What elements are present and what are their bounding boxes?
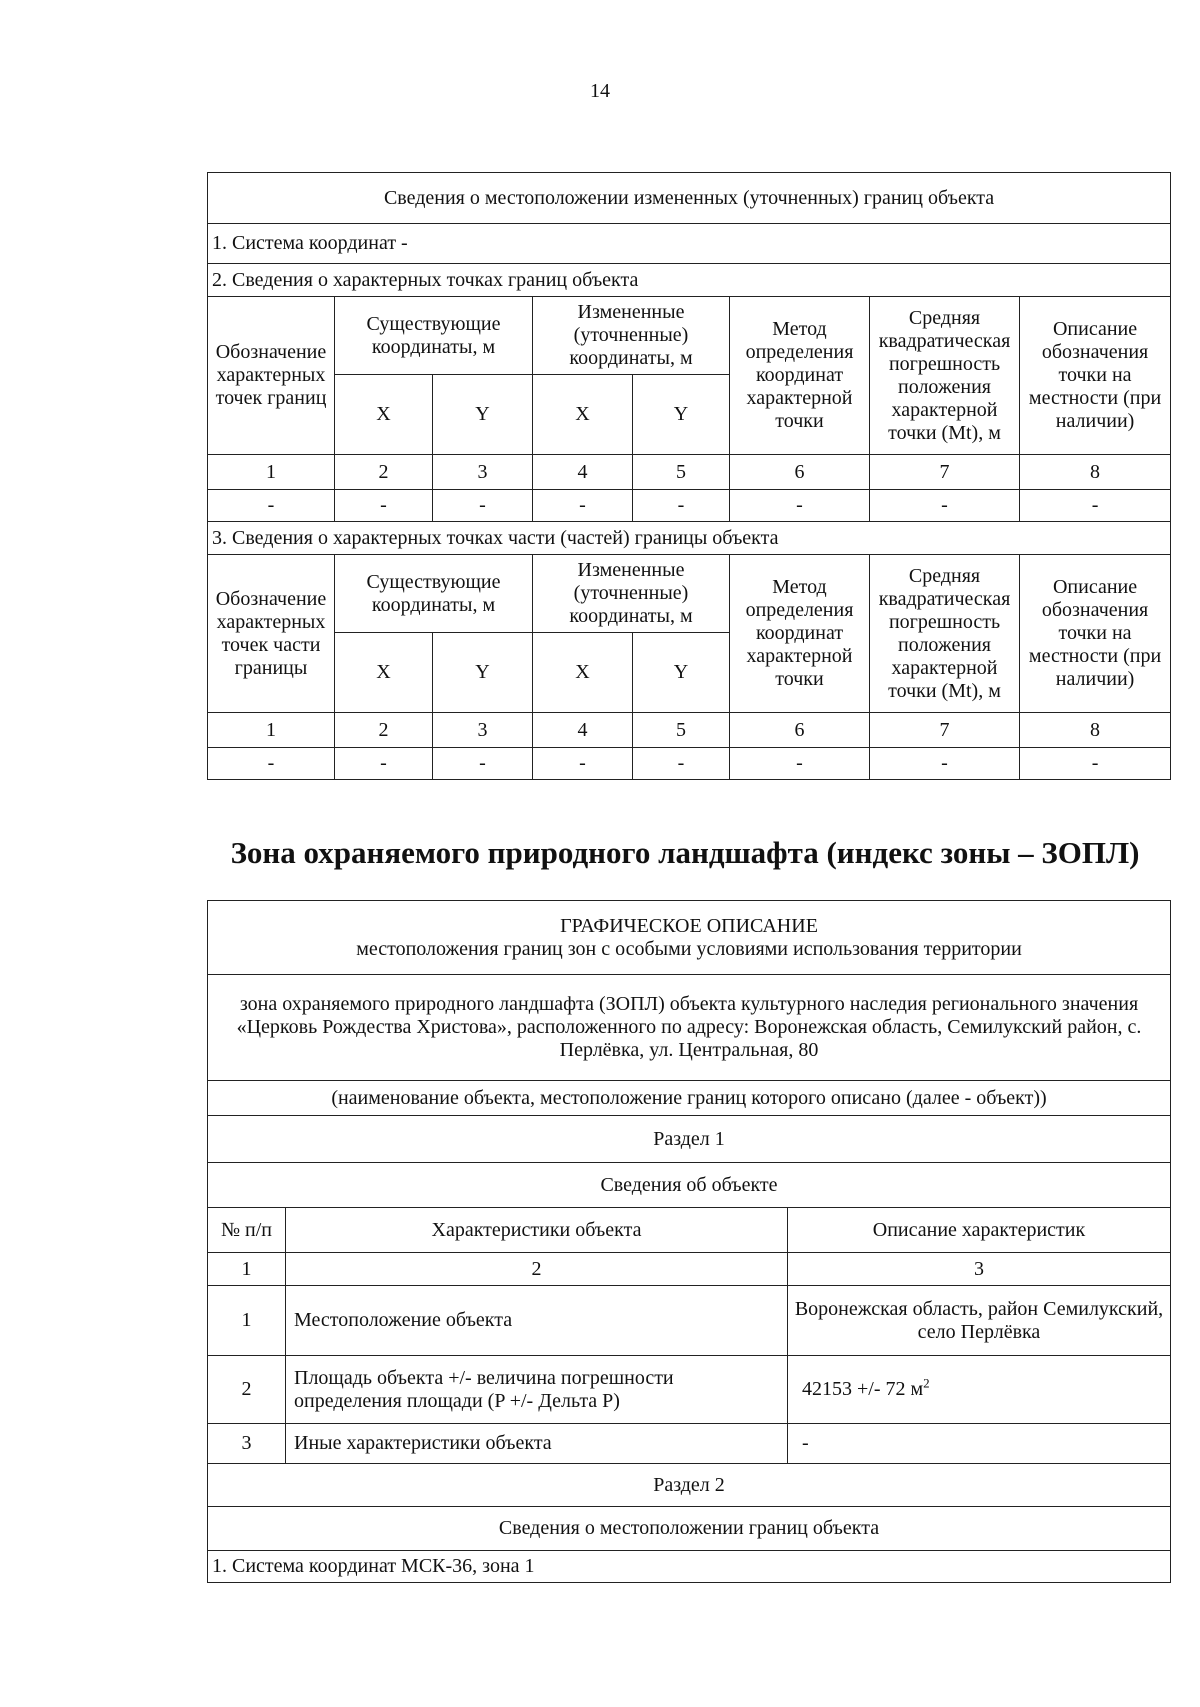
table-cell: - (533, 490, 633, 522)
section-1-title: Сведения об объекте (208, 1163, 1171, 1208)
column-number: 6 (730, 713, 870, 748)
column-number: 4 (533, 455, 633, 490)
column-number: 6 (730, 455, 870, 490)
superscript: 2 (923, 1375, 930, 1391)
row-characteristic: Местоположение объекта (286, 1286, 788, 1356)
header-y: Y (633, 633, 730, 713)
column-number: 2 (335, 455, 433, 490)
row-number: 2 (208, 1356, 286, 1424)
column-number: 8 (1020, 713, 1171, 748)
row-characteristic: Площадь объекта +/- величина погрешности определения площади (P +/- Дельта P) (286, 1356, 788, 1424)
header-changed-coords: Измененные (уточненные) координаты, м (533, 297, 730, 375)
section-1-label: Раздел 1 (208, 1116, 1171, 1163)
table-title: Сведения о местоположении измененных (уточненных) границ объекта (208, 173, 1171, 224)
header-description: Описание обозначения точки на местности (при наличии) (1020, 297, 1171, 455)
column-number: 2 (335, 713, 433, 748)
coordinate-system-row: 1. Система координат - (208, 224, 1171, 264)
column-number: 3 (788, 1253, 1171, 1286)
header-method: Метод определения координат характерной точки (730, 297, 870, 455)
row-value-cell (788, 1356, 1171, 1424)
table-cell: - (335, 490, 433, 522)
header-y: Y (433, 633, 533, 713)
table-cell: - (730, 490, 870, 522)
row-value: Воронежская область, район Семилукский, село Перлёвка (788, 1286, 1171, 1356)
table-cell: - (1020, 490, 1171, 522)
table-row (208, 1286, 1171, 1356)
graphical-description-header (208, 901, 1171, 975)
document-title: ГРАФИЧЕСКОЕ ОПИСАНИЕ (560, 914, 818, 937)
column-number: 5 (633, 713, 730, 748)
row-characteristic: Иные характеристики объекта (286, 1424, 788, 1464)
column-number: 8 (1020, 455, 1171, 490)
column-number: 7 (870, 455, 1020, 490)
section-2-label: Раздел 2 (208, 1464, 1171, 1507)
table-row (208, 1424, 1171, 1464)
row-number: 1 (208, 1286, 286, 1356)
object-caption: (наименование объекта, местоположение границ которого описано (далее - объект)) (208, 1081, 1171, 1116)
header-changed-coords: Измененные (уточненные) координаты, м (533, 555, 730, 633)
column-number: 2 (286, 1253, 788, 1286)
row-value: - (788, 1424, 1171, 1464)
table-cell: - (433, 490, 533, 522)
table-cell: - (870, 490, 1020, 522)
column-number: 1 (208, 455, 335, 490)
section-title: 3. Сведения о характерных точках части (частей) границы объекта (208, 522, 1171, 555)
header-existing-coords: Существующие координаты, м (335, 297, 533, 375)
changed-boundaries-table (207, 172, 1171, 780)
row-number: 3 (208, 1424, 286, 1464)
header-error: Средняя квадратическая погрешность положения характерной точки (Mt), м (870, 297, 1020, 455)
table-cell: - (533, 748, 633, 780)
table-cell: - (335, 748, 433, 780)
header-description: Описание обозначения точки на местности (при наличии) (1020, 555, 1171, 713)
table-cell: - (870, 748, 1020, 780)
header-existing-coords: Существующие координаты, м (335, 555, 533, 633)
table-cell: - (730, 748, 870, 780)
header-error: Средняя квадратическая погрешность положения характерной точки (Mt), м (870, 555, 1020, 713)
table-cell: - (633, 748, 730, 780)
table-cell: - (1020, 748, 1171, 780)
header-designation: Обозначение характерных точек границ (208, 297, 335, 455)
object-name: зона охраняемого природного ландшафта (ЗОПЛ) объекта культурного наследия регионального значения «Церковь Рождества Христова», расположенного по адресу: Воронежская область, Семилукский район, с. Перлёвка, ул. Центральная, 80 (208, 975, 1171, 1081)
row-value: 42153 +/- 72 м (802, 1378, 924, 1400)
section-2-title: Сведения о местоположении границ объекта (208, 1507, 1171, 1551)
column-number: 5 (633, 455, 730, 490)
column-number: 1 (208, 713, 335, 748)
document-subtitle: местоположения границ зон с особыми условиями использования территории (356, 937, 1022, 960)
column-number: 4 (533, 713, 633, 748)
page-number: 14 (590, 80, 610, 102)
coordinate-system-row: 1. Система координат МСК-36, зона 1 (208, 1551, 1171, 1583)
header-number: № п/п (208, 1208, 286, 1253)
header-method: Метод определения координат характерной точки (730, 555, 870, 713)
header-x: X (335, 375, 433, 455)
table-cell: - (633, 490, 730, 522)
column-number: 3 (433, 455, 533, 490)
header-x: X (533, 375, 633, 455)
header-y: Y (433, 375, 533, 455)
header-description: Описание характеристик (788, 1208, 1171, 1253)
header-characteristics: Характеристики объекта (286, 1208, 788, 1253)
header-x: X (335, 633, 433, 713)
table-cell: - (433, 748, 533, 780)
header-x: X (533, 633, 633, 713)
section-title: 2. Сведения о характерных точках границ объекта (208, 264, 1171, 297)
graphical-description-table (207, 900, 1171, 1583)
table-row (208, 1356, 1171, 1424)
zone-heading: Зона охраняемого природного ландшафта (индекс зоны – ЗОПЛ) (230, 835, 1140, 870)
header-designation: Обозначение характерных точек части границы (208, 555, 335, 713)
table-cell: - (208, 748, 335, 780)
table-cell: - (208, 490, 335, 522)
column-number: 7 (870, 713, 1020, 748)
header-y: Y (633, 375, 730, 455)
column-number: 3 (433, 713, 533, 748)
column-number: 1 (208, 1253, 286, 1286)
